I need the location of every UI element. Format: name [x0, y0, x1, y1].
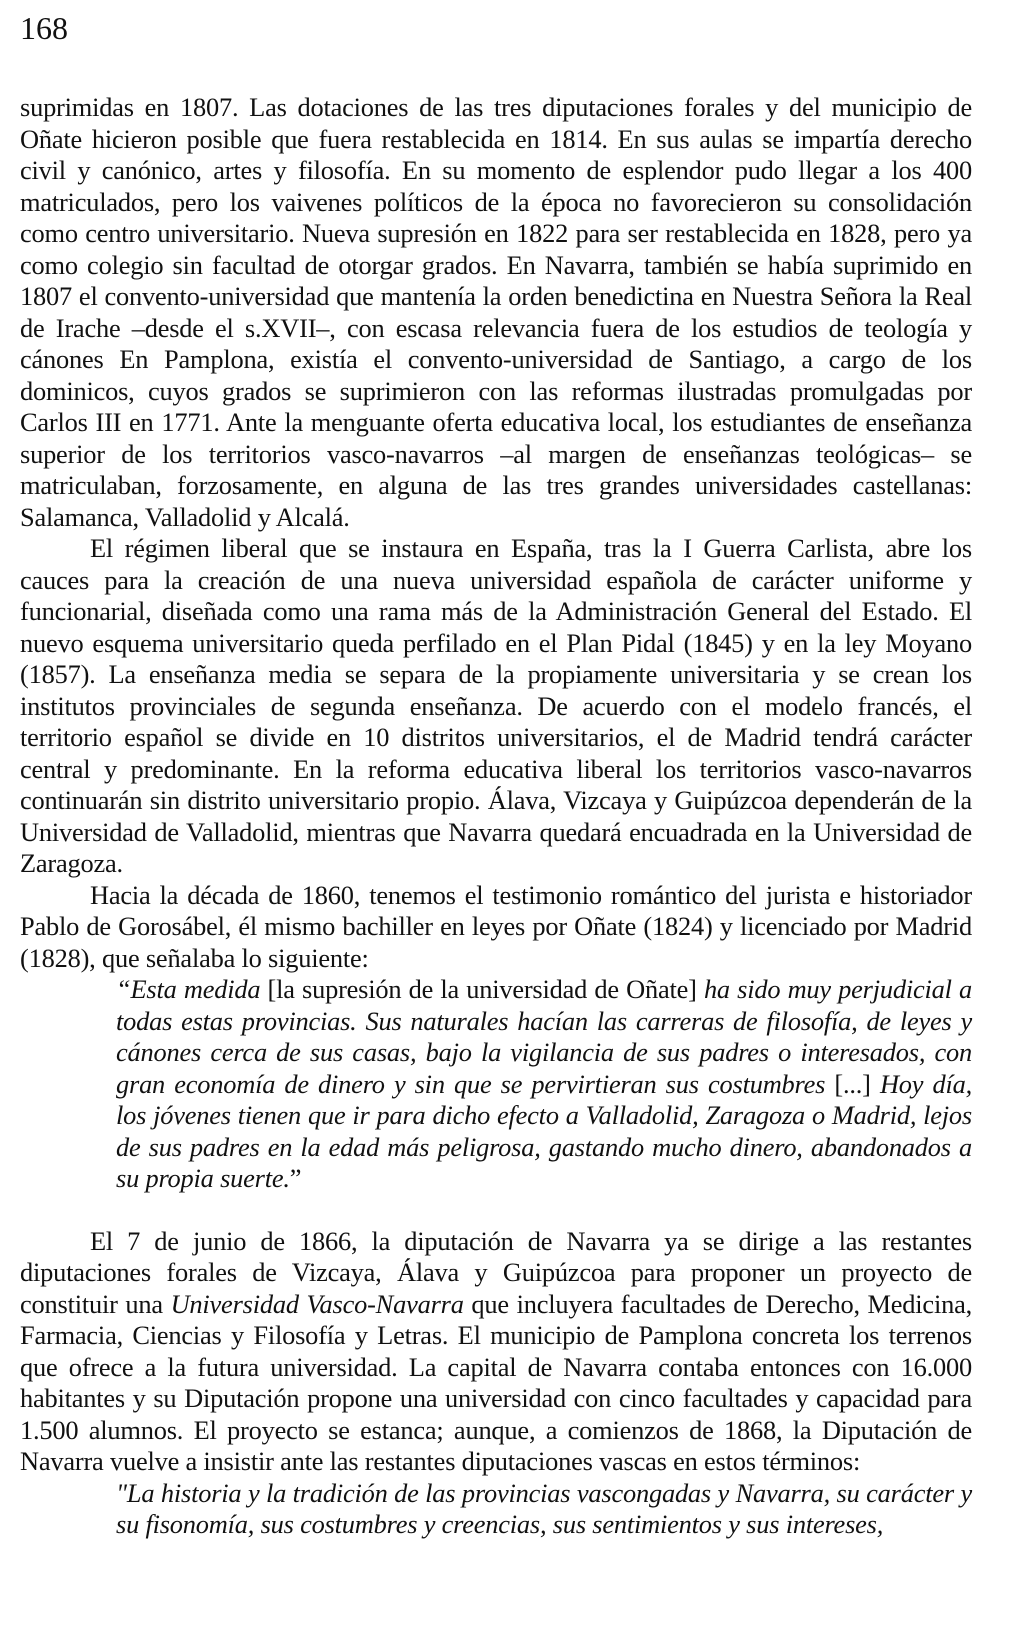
paragraph: suprimidas en 1807. Las dotaciones de las tres diputaciones forales y del municipio de Oñate hicieron posible que fuera restablecida en 1814. En sus aulas se impartía derecho civil y canónico, artes y filosofía. En su momento de esplendor pudo llegar a los 400 matriculados, pero los vaivenes políticos de la época no favorecieron su consolidación como centro universitario. Nueva supresión en 1822 para ser restablecida en 1828, pero ya como colegio sin facultad de otorgar grados. En Navarra, también se había suprimido en 1807 el convento-universidad que mantenía la orden benedictina en Nuestra Señora la Real de Irache –desde el s.XVII–, con escasa relevancia fuera de los estudios de teología y cánones En Pamplona, existía el convento-universidad de Santiago, a cargo de los dominicos, cuyos grados se suprimieron con las reformas ilustradas promulgadas por Carlos III en 1771. Ante la menguante oferta educativa local, los estudiantes de enseñanza superior de los territorios vasco-navarros –al margen de enseñanzas teológicas– se matriculaban, forzosamente, en alguna de las tres grandes universidades castellanas: Salamanca, Valladolid y Alcalá. — [20, 92, 972, 532]
paragraph — [20, 1226, 972, 1478]
block-quote — [116, 974, 972, 1195]
block-quote: "La historia y la tradición de las provincias vascongadas y Navarra, su carácter y su fisonomía, sus costumbres y creencias, sus sentimientos y sus intereses, — [116, 1477, 972, 1539]
quote-close-mark: ” — [289, 1163, 302, 1193]
quote-open-mark: “ — [116, 974, 131, 1004]
paragraph-text: El 7 de junio de 1866, la diputación de Navarra ya se dirige a las restantes diputaciones forales de Vizcaya, Álava y Guipúzcoa para proponer un proyecto de constituir una — [20, 1225, 972, 1319]
quote-text: Esta medida — [130, 974, 261, 1004]
page-body — [20, 92, 972, 1541]
paragraph: El régimen liberal que se instaura en España, tras la I Guerra Carlista, abre los cauces para la creación de una nueva universidad española de carácter uniforme y funcionarial, diseñada como una rama más de la Administración General del Estado. El nuevo esquema universitario queda perfilado en el Plan Pidal (1845) y en la ley Moyano (1857). La enseñanza media se separa de la propiamente universitaria y se crean los institutos provinciales de segunda enseñanza. De acuerdo con el modelo francés, el territorio español se divide en 10 distritos universitarios, el de Madrid tendrá carácter central y predominante. En la reforma educativa liberal los territorios vasco-navarros continuarán sin distrito universitario propio. Álava, Vizcaya y Guipúzcoa dependerán de la Universidad de Valladolid, mientras que Navarra quedará encuadrada en la Universidad de Zaragoza. — [20, 533, 972, 878]
quote-insertion: [la supresión de la universidad de Oñate] — [260, 974, 704, 1004]
paragraph-text: que incluyera facultades de Derecho, Medicina, Farmacia, Ciencias y Filosofía y Letras. El municipio de Pamplona concreta los terrenos que ofrece a la futura universidad. La capital de Navarra contaba entonces con 16.000 habitantes y su Diputación propone una universidad con cinco facultades y capacidad para 1.500 alumnos. El proyecto se estanca; aunque, a comienzos de 1868, la Diputación de Navarra vuelve a insistir ante las restantes diputaciones vascas en estos términos: — [20, 1288, 972, 1476]
quote-text: Hoy día, los jóvenes tienen que ir para dicho efecto a Valladolid, Zaragoza o Madrid, lejos de sus padres en la edad más peligrosa, gastando mucho dinero, abandonados a su propia suerte. — [116, 1068, 972, 1193]
page-number: 168 — [20, 10, 68, 46]
quote-ellipsis: [...] — [825, 1068, 880, 1099]
emphasis-text: Universidad Vasco-Navarra — [170, 1288, 464, 1319]
paragraph: Hacia la década de 1860, tenemos el testimonio romántico del jurista e historiador Pablo de Gorosábel, él mismo bachiller en leyes por Oñate (1824) y licenciado por Madrid (1828), que señalaba lo siguiente: — [20, 879, 972, 973]
quote-text: ha sido muy perjudicial a todas estas provincias. Sus naturales hacían las carreras de filosofía, de leyes y cánones cerca de sus casas, bajo la vigilancia de sus padres o interesados, con gran economía de dinero y sin que se pervirtieran sus costumbres — [116, 974, 972, 1099]
